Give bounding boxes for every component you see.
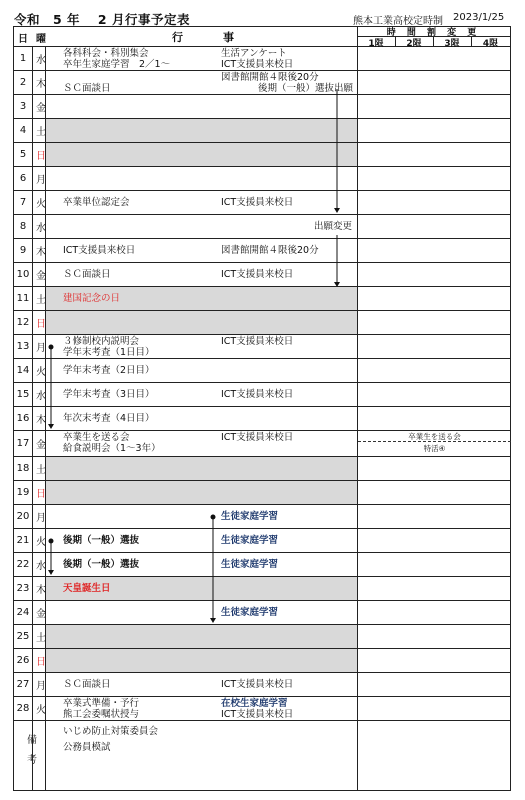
- events-cell: [45, 311, 357, 334]
- event-text-right: 生徒家庭学習: [221, 607, 279, 618]
- weekday: 火: [36, 705, 46, 716]
- day-number: 1: [19, 53, 27, 64]
- weekday: 木: [36, 415, 46, 426]
- weekday: 水: [36, 391, 46, 402]
- event-text-right: ICT支援員来校日: [221, 432, 294, 443]
- header-date: 日: [18, 33, 28, 45]
- schedule-change-note: 特活④: [423, 444, 446, 453]
- day-row: [14, 457, 510, 481]
- events-cell: [45, 215, 357, 238]
- day-row: [14, 359, 510, 383]
- day-number: 20: [16, 511, 30, 522]
- event-text: 卒業単位認定会: [63, 197, 130, 208]
- day-number: 7: [19, 197, 27, 208]
- day-number: 8: [19, 221, 27, 232]
- schedule-change-cell: [357, 95, 510, 118]
- weekday: 日: [36, 657, 46, 668]
- schedule-table: [13, 26, 511, 791]
- day-number: 21: [16, 535, 30, 546]
- day-row: [14, 119, 510, 143]
- schedule-change-cell: [357, 625, 510, 648]
- header-events: 行事: [172, 31, 274, 44]
- day-row: [14, 625, 510, 649]
- header-period-2: 2限: [406, 38, 422, 49]
- schedule-change-cell: [357, 71, 510, 94]
- event-text: 卒業生を送る会: [63, 432, 130, 443]
- day-row: [14, 167, 510, 191]
- event-text-right: ICT支援員来校日: [221, 389, 294, 400]
- schedule-change-cell: [357, 263, 510, 286]
- schedule-change-cell: [357, 529, 510, 552]
- day-number: 23: [16, 583, 30, 594]
- event-text: 建国記念の日: [63, 293, 121, 304]
- day-number: 14: [16, 365, 30, 376]
- schedule-change-cell: [357, 287, 510, 310]
- day-row: [14, 673, 510, 697]
- day-row: [14, 335, 510, 359]
- schedule-change-cell: [357, 383, 510, 406]
- event-text: 学年末考査（2日目）: [63, 365, 155, 376]
- weekday: 月: [36, 681, 46, 692]
- weekday: 木: [36, 247, 46, 258]
- day-row: [14, 215, 510, 239]
- day-row: [14, 143, 510, 167]
- events-cell: [45, 119, 357, 142]
- schedule-change-cell: [357, 47, 510, 70]
- day-row: [14, 431, 510, 457]
- remarks-line-1: いじめ防止対策委員会: [63, 726, 159, 737]
- event-text: 天皇誕生日: [63, 583, 111, 594]
- events-cell: [45, 601, 357, 624]
- schedule-change-cell: [357, 143, 510, 166]
- day-number: 16: [16, 413, 30, 424]
- event-text: ICT支援員来校日: [63, 245, 136, 256]
- day-number: 12: [16, 317, 30, 328]
- event-text: 学年末考査（1日目）: [63, 347, 155, 358]
- weekday: 月: [36, 343, 46, 354]
- event-text: 熊工会委嘱状授与: [63, 709, 140, 720]
- day-number: 2: [19, 77, 27, 88]
- day-number: 26: [16, 655, 30, 666]
- page-title: 令和 5 年 2 月行事予定表: [14, 12, 190, 27]
- weekday: 水: [36, 55, 46, 66]
- issue-date: 2023/1/25: [453, 12, 505, 23]
- weekday: 木: [36, 79, 46, 90]
- event-text-right: 在校生家庭学習: [221, 698, 288, 709]
- event-text-right: 図書館開館４限後20分: [221, 72, 319, 83]
- day-row: [14, 239, 510, 263]
- events-cell: [45, 505, 357, 528]
- day-row: [14, 47, 510, 71]
- day-row: [14, 577, 510, 601]
- weekday: 水: [36, 561, 46, 572]
- day-row: [14, 383, 510, 407]
- day-row: [14, 407, 510, 431]
- day-number: 6: [19, 173, 27, 184]
- weekday: 金: [36, 103, 46, 114]
- day-row: [14, 287, 510, 311]
- day-row: [14, 95, 510, 119]
- table-header-row: [14, 27, 510, 47]
- events-cell: [45, 457, 357, 480]
- remarks-label-1: 備: [27, 735, 37, 746]
- day-number: 17: [16, 438, 30, 449]
- event-text-right: ICT支援員来校日: [221, 709, 294, 720]
- event-text-right: 後期（一般）選抜出願: [258, 83, 354, 94]
- schedule-change-cell: [357, 239, 510, 262]
- event-text-right: 生活アンケート: [221, 48, 287, 59]
- event-text: ３修制校内説明会: [63, 336, 140, 347]
- schedule-change-cell: [357, 407, 510, 430]
- event-text: ＳＣ面談日: [63, 269, 111, 280]
- weekday: 月: [36, 175, 46, 186]
- school-name: 熊本工業高校定時制: [353, 16, 443, 27]
- schedule-change-cell: [357, 481, 510, 504]
- event-text-right: ICT支援員来校日: [221, 336, 294, 347]
- events-cell: [45, 167, 357, 190]
- schedule-change-cell: [357, 577, 510, 600]
- event-text-right: ICT支援員来校日: [221, 59, 294, 70]
- schedule-change-cell: [357, 673, 510, 696]
- event-text: 年次末考査（4日目）: [63, 413, 155, 424]
- day-row: [14, 71, 510, 95]
- day-number: 25: [16, 631, 30, 642]
- weekday: 火: [36, 199, 46, 210]
- day-number: 4: [19, 125, 27, 136]
- day-row: [14, 191, 510, 215]
- schedule-change-cell: [357, 505, 510, 528]
- event-text: ＳＣ面談日: [63, 679, 111, 690]
- weekday: 金: [36, 609, 46, 620]
- schedule-change-cell: [357, 359, 510, 382]
- event-text-right: 生徒家庭学習: [221, 511, 279, 522]
- header-period-4: 4限: [482, 38, 499, 49]
- schedule-change-cell: [357, 601, 510, 624]
- weekday: 土: [36, 127, 46, 138]
- day-row: [14, 311, 510, 335]
- weekday: 日: [36, 489, 46, 500]
- day-row: [14, 529, 510, 553]
- day-number: 18: [16, 463, 30, 474]
- day-row: [14, 697, 510, 721]
- day-number: 9: [19, 245, 27, 256]
- day-row: [14, 263, 510, 287]
- remarks-line-2: 公務員模試: [63, 742, 111, 753]
- event-text: 卒年生家庭学習 2／1～: [63, 59, 171, 70]
- day-row: [14, 481, 510, 505]
- schedule-change-cell: [357, 457, 510, 480]
- event-text: 給食説明会（1～3年）: [63, 443, 161, 454]
- header-schedule-change: 時 間 割 変 更: [357, 27, 510, 37]
- schedule-change-note: 卒業生を送る会: [358, 431, 511, 442]
- header-period-3: 3限: [444, 38, 460, 49]
- event-text: ＳＣ面談日: [63, 83, 111, 94]
- weekday: 金: [36, 271, 46, 282]
- events-cell: [45, 143, 357, 166]
- weekday: 日: [36, 151, 46, 162]
- weekday: 土: [36, 465, 46, 476]
- schedule-change-cell: [357, 191, 510, 214]
- event-text-right: 図書館開館４限後20分: [221, 245, 319, 256]
- event-text: 後期（一般）選抜: [63, 559, 140, 570]
- day-number: 3: [19, 101, 27, 112]
- weekday: 水: [36, 223, 46, 234]
- event-text-right: 出願変更: [314, 221, 353, 232]
- event-text-right: ICT支援員来校日: [221, 197, 294, 208]
- day-number: 15: [16, 389, 30, 400]
- event-text-right: ICT支援員来校日: [221, 269, 294, 280]
- day-number: 11: [16, 293, 30, 304]
- schedule-change-cell: [357, 119, 510, 142]
- header-weekday: 曜: [36, 33, 46, 45]
- day-number: 27: [16, 679, 30, 690]
- weekday: 月: [36, 513, 46, 524]
- events-cell: [45, 95, 357, 118]
- weekday: 金: [36, 440, 46, 451]
- day-number: 10: [16, 269, 30, 280]
- day-row: [14, 601, 510, 625]
- day-number: 19: [16, 487, 30, 498]
- event-text-right: 生徒家庭学習: [221, 535, 279, 546]
- schedule-change-cell: [357, 697, 510, 720]
- schedule-change-cell: [357, 553, 510, 576]
- weekday: 土: [36, 295, 46, 306]
- day-number: 22: [16, 559, 30, 570]
- weekday: 日: [36, 319, 46, 330]
- day-number: 24: [16, 607, 30, 618]
- remarks-label-2: 考: [27, 755, 37, 766]
- weekday: 木: [36, 585, 46, 596]
- day-number: 28: [16, 703, 30, 714]
- remarks-schedule-cell: [357, 721, 510, 790]
- event-text-right: ICT支援員来校日: [221, 679, 294, 690]
- column-divider: [32, 47, 33, 790]
- day-number: 13: [16, 341, 30, 352]
- event-text-right: 生徒家庭学習: [221, 559, 279, 570]
- schedule-change-cell: [357, 649, 510, 672]
- weekday: 土: [36, 633, 46, 644]
- weekday: 火: [36, 537, 46, 548]
- column-divider: [45, 47, 46, 790]
- schedule-change-cell: [357, 335, 510, 358]
- remarks-row: [14, 721, 510, 790]
- schedule-change-cell: [357, 431, 510, 456]
- day-row: [14, 505, 510, 529]
- event-text: 卒業式準備・予行: [63, 698, 140, 709]
- day-row: [14, 649, 510, 673]
- events-cell: [45, 649, 357, 672]
- weekday: 火: [36, 367, 46, 378]
- events-cell: [45, 481, 357, 504]
- schedule-change-cell: [357, 215, 510, 238]
- day-row: [14, 553, 510, 577]
- event-text: 学年末考査（3日目）: [63, 389, 155, 400]
- event-text: 各科科会・科別集会: [63, 48, 149, 59]
- schedule-change-cell: [357, 167, 510, 190]
- day-number: 5: [19, 149, 27, 160]
- events-cell: [45, 625, 357, 648]
- schedule-change-cell: [357, 311, 510, 334]
- header-period-1: 1限: [368, 38, 384, 49]
- event-text: 後期（一般）選抜: [63, 535, 140, 546]
